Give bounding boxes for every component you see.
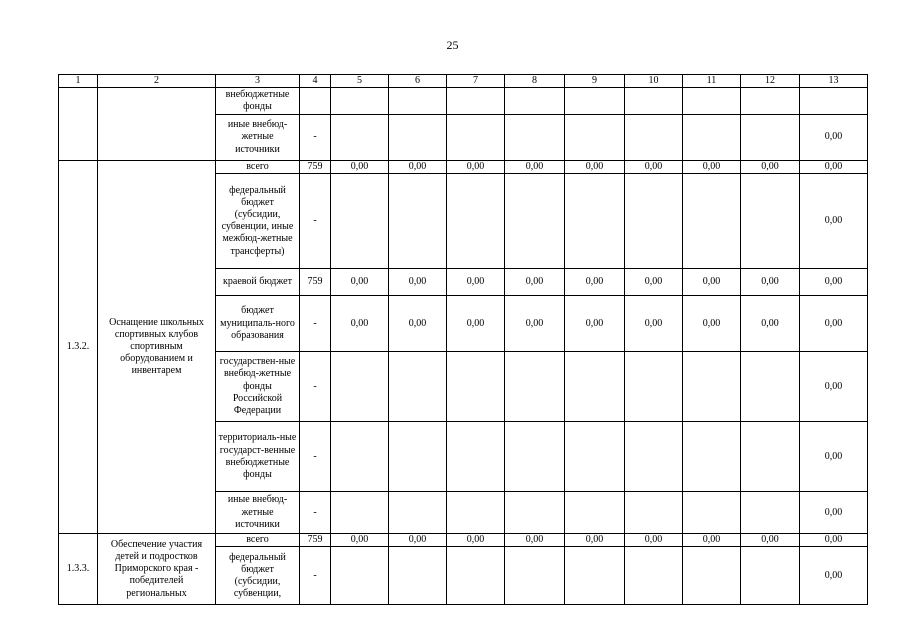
value-cell-col8	[505, 492, 565, 534]
value-cell-col11	[683, 352, 741, 422]
value-cell-col6: 0,00	[389, 269, 447, 296]
header-row	[59, 75, 868, 88]
value-cell-col8	[505, 88, 565, 115]
value-cell-col11: 0,00	[683, 534, 741, 547]
value-cell-col12: 0,00	[741, 161, 800, 174]
item-number: 1.3.3.	[59, 534, 98, 605]
table-row	[59, 88, 868, 115]
value-cell-col12: 0,00	[741, 534, 800, 547]
value-cell-col9	[565, 88, 625, 115]
column-header-8: 8	[505, 75, 565, 88]
value-cell-col7: 0,00	[447, 534, 505, 547]
item-number: 1.3.2.	[59, 161, 98, 534]
code-cell: 759	[300, 161, 331, 174]
value-cell-col6	[389, 547, 447, 605]
value-cell-col10	[625, 174, 683, 269]
column-header-6: 6	[389, 75, 447, 88]
value-cell-col10	[625, 352, 683, 422]
value-cell-col8	[505, 422, 565, 492]
value-cell-col7: 0,00	[447, 269, 505, 296]
column-header-5: 5	[331, 75, 389, 88]
value-cell-col8: 0,00	[505, 161, 565, 174]
value-cell-col10: 0,00	[625, 269, 683, 296]
value-cell-col9	[565, 422, 625, 492]
value-cell-col7: 0,00	[447, 296, 505, 352]
code-cell: -	[300, 115, 331, 161]
value-cell-col9: 0,00	[565, 269, 625, 296]
value-cell-col11: 0,00	[683, 296, 741, 352]
value-cell-col13: 0,00	[800, 492, 868, 534]
value-cell-col13: 0,00	[800, 161, 868, 174]
value-cell-col10: 0,00	[625, 296, 683, 352]
table-row	[59, 161, 868, 174]
value-cell-col8	[505, 547, 565, 605]
value-cell-col7: 0,00	[447, 161, 505, 174]
funding-source: бюджет муниципаль-ного образования	[216, 296, 300, 352]
value-cell-col9	[565, 174, 625, 269]
column-header-4: 4	[300, 75, 331, 88]
value-cell-col9	[565, 547, 625, 605]
value-cell-col5: 0,00	[331, 296, 389, 352]
funding-source: иные внебюд-жетные источники	[216, 115, 300, 161]
value-cell-col8: 0,00	[505, 534, 565, 547]
value-cell-col11	[683, 115, 741, 161]
code-cell: -	[300, 352, 331, 422]
column-header-2: 2	[98, 75, 216, 88]
value-cell-col8: 0,00	[505, 296, 565, 352]
page-number: 25	[446, 38, 459, 52]
code-cell: -	[300, 547, 331, 605]
value-cell-col5	[331, 88, 389, 115]
value-cell-col6	[389, 492, 447, 534]
funding-source: всего	[216, 161, 300, 174]
code-cell: -	[300, 296, 331, 352]
column-header-12: 12	[741, 75, 800, 88]
value-cell-col10	[625, 492, 683, 534]
value-cell-col5	[331, 547, 389, 605]
value-cell-col7	[447, 115, 505, 161]
column-header-7: 7	[447, 75, 505, 88]
value-cell-col13: 0,00	[800, 269, 868, 296]
code-cell: -	[300, 422, 331, 492]
value-cell-col12	[741, 88, 800, 115]
value-cell-col5	[331, 492, 389, 534]
funding-source: федеральный бюджет (субсидии, субвенции,	[216, 547, 300, 605]
budget-table	[58, 74, 868, 605]
value-cell-col11	[683, 174, 741, 269]
value-cell-col12	[741, 547, 800, 605]
value-cell-col7	[447, 352, 505, 422]
value-cell-col6: 0,00	[389, 161, 447, 174]
activity-name	[98, 88, 216, 161]
value-cell-col5	[331, 115, 389, 161]
value-cell-col5: 0,00	[331, 161, 389, 174]
value-cell-col6: 0,00	[389, 534, 447, 547]
value-cell-col12	[741, 422, 800, 492]
value-cell-col13: 0,00	[800, 534, 868, 547]
value-cell-col8: 0,00	[505, 269, 565, 296]
item-number	[59, 88, 98, 161]
value-cell-col13: 0,00	[800, 174, 868, 269]
code-cell: 759	[300, 534, 331, 547]
value-cell-col11	[683, 492, 741, 534]
value-cell-col11	[683, 422, 741, 492]
code-cell: 759	[300, 269, 331, 296]
funding-source: иные внебюд-жетные источники	[216, 492, 300, 534]
value-cell-col8	[505, 352, 565, 422]
column-header-1: 1	[59, 75, 98, 88]
value-cell-col12: 0,00	[741, 296, 800, 352]
code-cell: -	[300, 492, 331, 534]
value-cell-col9: 0,00	[565, 534, 625, 547]
value-cell-col11: 0,00	[683, 161, 741, 174]
funding-source: территориаль-ные государст-венные внебюджетные фонды	[216, 422, 300, 492]
activity-name: Обеспечение участия детей и подростков Приморского края - победителей региональных	[98, 534, 216, 605]
value-cell-col13: 0,00	[800, 296, 868, 352]
value-cell-col10	[625, 422, 683, 492]
value-cell-col6	[389, 352, 447, 422]
code-cell: -	[300, 174, 331, 269]
value-cell-col10: 0,00	[625, 534, 683, 547]
column-header-13: 13	[800, 75, 868, 88]
column-header-3: 3	[216, 75, 300, 88]
value-cell-col13: 0,00	[800, 115, 868, 161]
value-cell-col7	[447, 174, 505, 269]
value-cell-col13	[800, 88, 868, 115]
value-cell-col5: 0,00	[331, 269, 389, 296]
value-cell-col12	[741, 492, 800, 534]
value-cell-col6: 0,00	[389, 296, 447, 352]
value-cell-col6	[389, 115, 447, 161]
value-cell-col5	[331, 422, 389, 492]
value-cell-col5: 0,00	[331, 534, 389, 547]
funding-source: всего	[216, 534, 300, 547]
value-cell-col9	[565, 492, 625, 534]
value-cell-col12	[741, 352, 800, 422]
value-cell-col9	[565, 115, 625, 161]
value-cell-col10: 0,00	[625, 161, 683, 174]
value-cell-col13: 0,00	[800, 352, 868, 422]
value-cell-col6	[389, 422, 447, 492]
value-cell-col9: 0,00	[565, 161, 625, 174]
value-cell-col7	[447, 492, 505, 534]
value-cell-col7	[447, 547, 505, 605]
value-cell-col10	[625, 88, 683, 115]
funding-source: государствен-ные внебюд-жетные фонды Российской Федерации	[216, 352, 300, 422]
value-cell-col12	[741, 115, 800, 161]
column-header-9: 9	[565, 75, 625, 88]
value-cell-col8	[505, 115, 565, 161]
value-cell-col8	[505, 174, 565, 269]
value-cell-col6	[389, 174, 447, 269]
funding-source: внебюджетные фонды	[216, 88, 300, 115]
value-cell-col12	[741, 174, 800, 269]
value-cell-col5	[331, 352, 389, 422]
activity-name: Оснащение школьных спортивных клубов спортивным оборудованием и инвентарем	[98, 161, 216, 534]
value-cell-col10	[625, 547, 683, 605]
column-header-11: 11	[683, 75, 741, 88]
column-header-10: 10	[625, 75, 683, 88]
value-cell-col6	[389, 88, 447, 115]
code-cell	[300, 88, 331, 115]
value-cell-col9	[565, 352, 625, 422]
value-cell-col11: 0,00	[683, 269, 741, 296]
value-cell-col5	[331, 174, 389, 269]
value-cell-col7	[447, 88, 505, 115]
value-cell-col7	[447, 422, 505, 492]
value-cell-col10	[625, 115, 683, 161]
value-cell-col11	[683, 88, 741, 115]
funding-source: федеральный бюджет (субсидии, субвенции, иные межбюд-жетные трансферты)	[216, 174, 300, 269]
value-cell-col13: 0,00	[800, 422, 868, 492]
value-cell-col13: 0,00	[800, 547, 868, 605]
table-row	[59, 534, 868, 547]
value-cell-col12: 0,00	[741, 269, 800, 296]
value-cell-col9: 0,00	[565, 296, 625, 352]
funding-source: краевой бюджет	[216, 269, 300, 296]
value-cell-col11	[683, 547, 741, 605]
